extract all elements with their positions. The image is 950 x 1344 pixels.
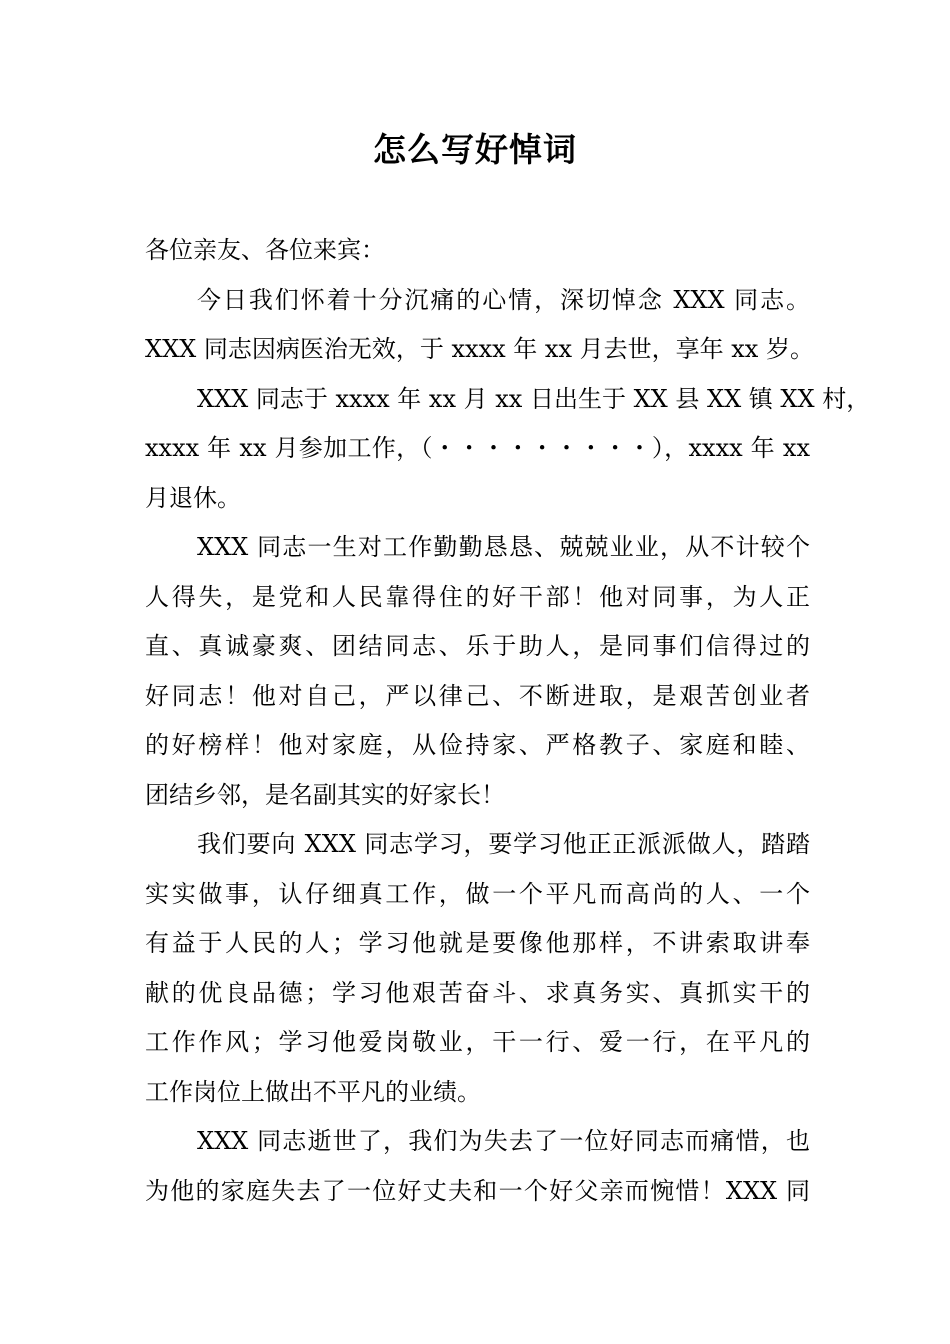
body-line: 实实做事，认仔细真工作，做一个平凡而高尚的人、一个: [145, 879, 810, 908]
document-body: [145, 226, 871, 1216]
body-line: XXX 同志一生对工作勤勤恳恳、兢兢业业，从不计较个: [197, 533, 810, 561]
body-line: 月退休。: [145, 483, 241, 512]
body-line: 人得失，是党和人民靠得住的好干部！他对同事，为人正: [145, 582, 810, 611]
body-line: 为他的家庭失去了一位好丈夫和一个好父亲而惋惜！XXX 同: [145, 1176, 810, 1205]
body-line: xxxx 年 xx 月参加工作，（・・・・・・・・・），xxxx 年 xx: [145, 434, 810, 462]
body-line: XXX 同志因病医治无效，于 xxxx 年 xx 月去世，享年 xx 岁。: [145, 335, 814, 363]
body-line: XXX 同志逝世了，我们为失去了一位好同志而痛惜，也: [197, 1127, 810, 1155]
body-line: 各位亲友、各位来宾：: [145, 236, 385, 264]
body-line: 我们要向 XXX 同志学习，要学习他正正派派做人，踏踏: [197, 830, 810, 858]
body-line: 工作岗位上做出不平凡的业绩。: [145, 1077, 481, 1106]
body-line: 献的优良品德；学习他艰苦奋斗、求真务实、真抓实干的: [145, 978, 810, 1007]
body-line: 好同志！他对自己，严以律己、不断进取，是艰苦创业者: [145, 681, 810, 710]
body-line: 有益于人民的人；学习他就是要像他那样，不讲索取讲奉: [145, 929, 810, 957]
body-line: 团结乡邻，是名副其实的好家长！: [145, 780, 505, 809]
document-title: 怎么写好悼词: [373, 130, 577, 169]
body-line: 工作作风；学习他爱岗敬业，干一行、爱一行，在平凡的: [145, 1028, 810, 1056]
body-line: 今日我们怀着十分沉痛的心情，深切悼念 XXX 同志。: [197, 285, 810, 314]
body-line: 的好榜样！他对家庭，从俭持家、严格教子、家庭和睦、: [145, 731, 810, 759]
body-line: XXX 同志于 xxxx 年 xx 月 xx 日出生于 XX 县 XX 镇 XX 村，: [197, 384, 871, 413]
body-line: 直、真诚豪爽、团结同志、乐于助人，是同事们信得过的: [145, 632, 810, 660]
